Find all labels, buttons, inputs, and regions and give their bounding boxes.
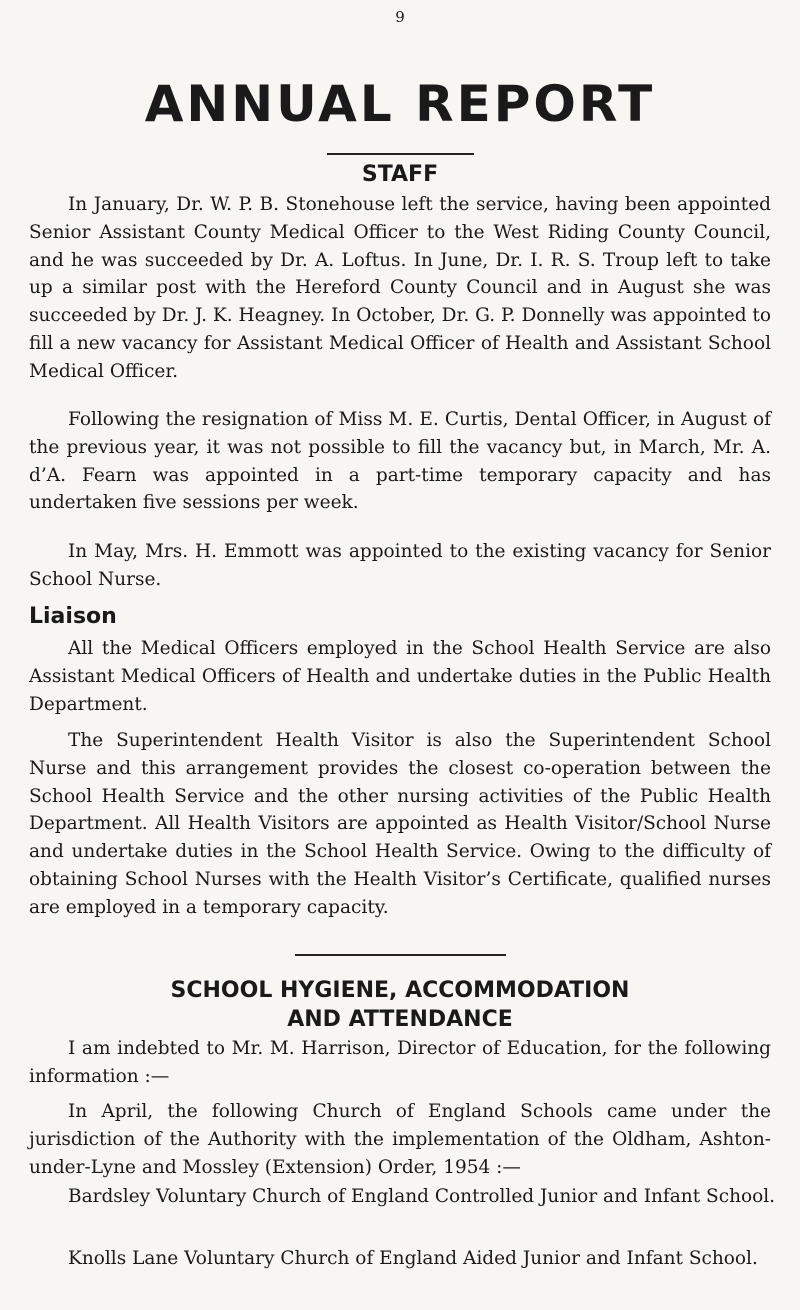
liaison-paragraph-2: The Superintendent Health Visitor is also the Superintendent School Nurse and this arrangement provides the closest co-operation between the School Health Service and the other nursing activities of the Public Health Department. All Health Visitors are appointed as Health Visitor/School Nurse and undertake duties in the School Health Service. Owing to the difficulty of obtaining School Nurses with the Health Visitor’s Certificate, qualified nurses are employed in a temporary capacity.: [29, 730, 771, 918]
staff-paragraph-1: In January, Dr. W. P. B. Stonehouse left the service, having been appointed Senior Assistant County Medical Officer to the West Riding County Council, and he was succeeded by Dr. A. Loftus. In June, Dr. I. R. S. Troup left to take up a similar post with the Hereford County Council and in August she was succeeded by Dr. J. K. Heagney. In October, Dr. G. P. Donnelly was appointed to fill a new vacancy for Assistant Medical Officer of Health and Assistant School Medical Officer.: [29, 194, 771, 382]
page-number: 9: [395, 8, 405, 26]
staff-heading: STAFF: [361, 162, 439, 187]
school-list-item-2: Knolls Lane Voluntary Church of England Aided Junior and Infant School.: [68, 1248, 758, 1269]
liaison-heading: Liaison: [29, 604, 117, 629]
hygiene-paragraph-1: I am indebted to Mr. M. Harrison, Director of Education, for the following information :—: [29, 1038, 771, 1087]
hygiene-heading-line-2: AND ATTENDANCE: [287, 1007, 513, 1032]
title-divider: [327, 153, 474, 155]
hygiene-paragraph-2: In April, the following Church of England Schools came under the jurisdiction of the Authority with the implementation of the Oldham, Ashton-under-Lyne and Mossley (Extension) Order, 1954 :—: [29, 1101, 771, 1178]
hygiene-heading-line-1: SCHOOL HYGIENE, ACCOMMODATION: [170, 978, 630, 1003]
liaison-paragraph-1: All the Medical Officers employed in the School Health Service are also Assistant Medical Officers of Health and undertake duties in the Public Health Department.: [29, 638, 771, 715]
page-title: ANNUAL REPORT: [144, 75, 656, 133]
staff-paragraph-2: Following the resignation of Miss M. E. Curtis, Dental Officer, in August of the previous year, it was not possible to fill the vacancy but, in March, Mr. A. d’A. Fearn was appointed in a part-time temporary capacity and has undertaken five sessions per week.: [29, 409, 771, 514]
staff-paragraph-3: In May, Mrs. H. Emmott was appointed to the existing vacancy for Senior School Nurse.: [29, 541, 771, 590]
school-list-item-1: Bardsley Voluntary Church of England Controlled Junior and Infant School.: [68, 1186, 776, 1207]
section-divider: [295, 954, 506, 956]
